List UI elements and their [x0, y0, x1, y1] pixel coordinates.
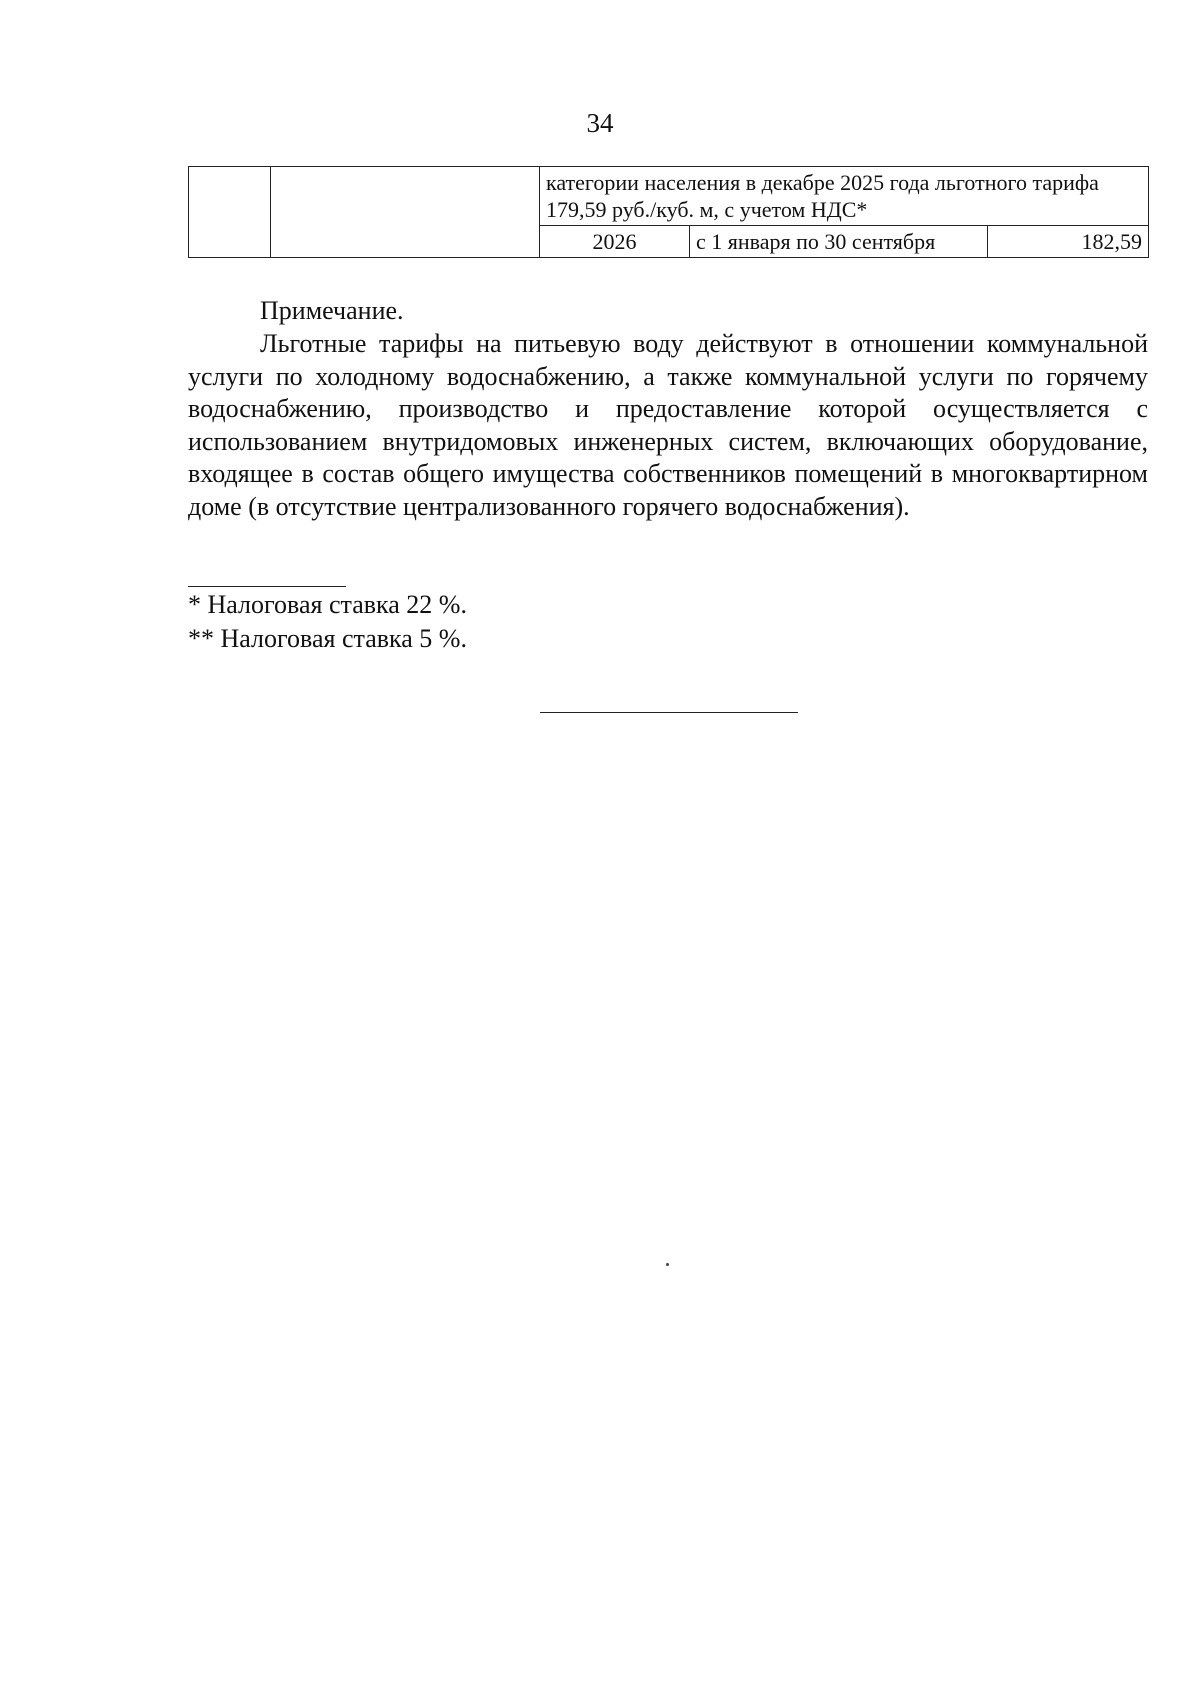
- note-body: Льготные тарифы на питьевую воду действуют в отношении коммунальной услуги по холодному водоснабжению, а также коммунальной услуги по горячему водоснабжению, производство и предоставление которой осуществляется с использованием внутридомовых инженерных систем, включающих оборудование, входящее в состав общего имущества собственников помещений в многоквартирном доме (в отсутствие централизованного горячего водоснабжения).: [188, 329, 1148, 521]
- table-cell-empty-1: [189, 167, 271, 258]
- table-cell-period: с 1 января по 30 сентября: [690, 226, 988, 258]
- footnote-item: ** Налоговая ставка 5 %.: [188, 624, 467, 653]
- tariff-table: [188, 166, 1149, 258]
- note-heading: Примечание.: [260, 296, 404, 325]
- footnote-item: * Налоговая ставка 22 %.: [188, 590, 467, 619]
- end-of-document-line: [540, 712, 798, 713]
- table-cell-value: 182,59: [988, 226, 1149, 258]
- table-row: [189, 167, 1149, 226]
- table-cell-empty-2: [271, 167, 540, 258]
- table-cell-description: категории населения в декабре 2025 года льготного тарифа 179,59 руб./куб. м, с учетом НДС*: [540, 167, 1149, 226]
- scan-speck: [666, 1263, 669, 1266]
- page-number: 34: [586, 108, 614, 138]
- table-cell-year: 2026: [540, 226, 690, 258]
- footnote-divider: [188, 586, 346, 587]
